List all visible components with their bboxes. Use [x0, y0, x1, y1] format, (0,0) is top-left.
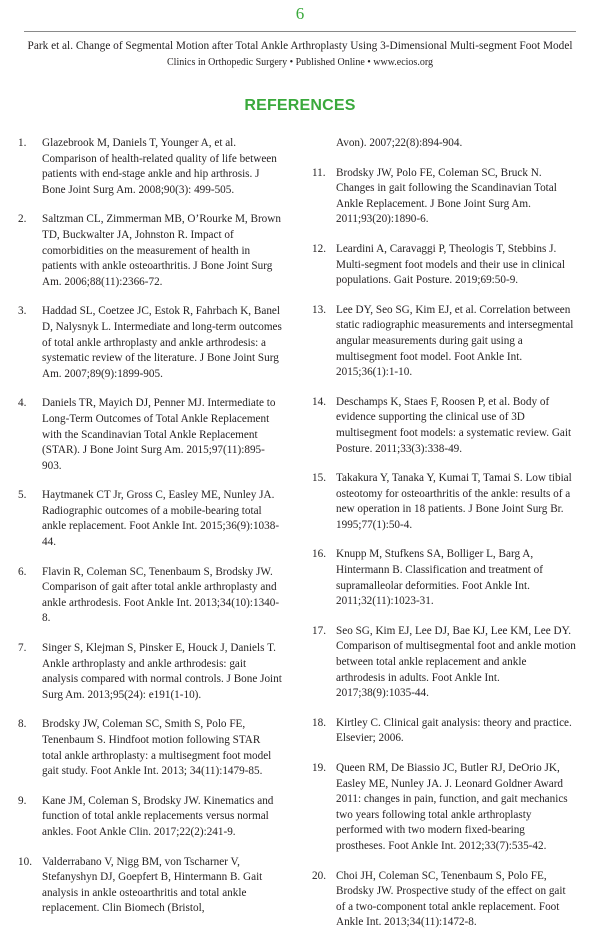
- reference-text: Glazebrook M, Daniels T, Younger A, et al. Comparison of health-related quality of life between patients with end-stage ankle and hip arthrosis. J Bone Joint Surg Am. 2008;90(3): 499-505.: [42, 137, 277, 196]
- reference-text: Knupp M, Stufkens SA, Bolliger L, Barg A, Hintermann B. Classification and treatment of supramalleolar deformities. Foot Ankle Int. 2011;32(11):1023-31.: [336, 548, 543, 608]
- references-heading: REFERENCES: [244, 97, 356, 114]
- reference-text: Lee DY, Seo SG, Kim EJ, et al. Correlation between static radiographic measurements and intersegmental angular measurements during gait using a multisegment foot model. Foot Ankle Int. 2015;36(1):1-10.: [336, 303, 574, 379]
- reference-item: [18, 565, 282, 627]
- reference-text: Choi JH, Coleman SC, Tenenbaum S, Polo FE, Brodsky JW. Prospective study of the effect on gait of a two-component total ankle replacement. Foot Ankle Int. 2013;34(11):1472-8.: [336, 869, 566, 929]
- reference-number: 11.: [312, 166, 326, 179]
- reference-item: [18, 488, 282, 550]
- reference-item: [312, 624, 576, 702]
- page-number: 6: [295, 4, 305, 23]
- references-column-left: [18, 136, 282, 931]
- reference-item: [312, 395, 576, 457]
- reference-item: [18, 136, 282, 198]
- reference-item: [18, 717, 282, 779]
- reference-text: Seo SG, Kim EJ, Lee DJ, Bae KJ, Lee KM, Lee DY. Comparison of multisegmental foot and ankle motion between total ankle replacement and ankle arthrodesis in adults. Foot Ankle Int. 2017;38(9):1035-44.: [336, 624, 576, 700]
- reference-text: Leardini A, Caravaggi P, Theologis T, Stebbins J. Multi-segment foot models and their use in clinical populations. Gait Posture. 2019;69:50-9.: [336, 242, 565, 287]
- reference-number: 13.: [312, 303, 326, 316]
- reference-number: 17.: [312, 624, 326, 637]
- reference-text: Flavin R, Coleman SC, Tenenbaum S, Brodsky JW. Comparison of gait after total ankle arthroplasty and ankle arthrodesis. Foot Ankle Int. 2013;34(10):1340-8.: [42, 565, 280, 625]
- reference-text: Haddad SL, Coetzee JC, Estok R, Fahrbach K, Banel D, Nalysnyk L. Intermediate and long-term outcomes of total ankle arthroplasty and ankle arthrodesis: a systematic review of the literature. J Bone Joint Surg Am. 2007;89(9):1899-905.: [42, 305, 282, 380]
- reference-text: Haytmanek CT Jr, Gross C, Easley ME, Nunley JA. Radiographic outcomes of a mobile-bearing total ankle replacement. Foot Ankle Int. 2015;36(9):1038-44.: [42, 489, 280, 549]
- reference-number: 14.: [312, 395, 326, 408]
- reference-number: 18.: [312, 716, 326, 729]
- reference-text: Queen RM, De Biassio JC, Butler RJ, DeOrio JK, Easley ME, Nunley JA. J. Leonard Goldner Award 2011: changes in pain, function, and gait mechanics two years following total ankle arthroplasty performed with two modern fixed-bearing prostheses. Foot Ankle Int. 2012;33(7):535-42.: [336, 762, 568, 852]
- reference-number: 7.: [18, 642, 27, 655]
- reference-number: 2.: [18, 213, 27, 226]
- references-column-right: [312, 136, 576, 945]
- reference-number: 8.: [18, 718, 27, 731]
- reference-number: 12.: [312, 242, 326, 255]
- reference-item: [312, 869, 576, 931]
- reference-item: [312, 761, 576, 855]
- reference-number: 19.: [312, 762, 326, 774]
- reference-number: 5.: [18, 489, 27, 502]
- running-subtitle: Clinics in Orthopedic Surgery • Published Online • www.ecios.org: [167, 57, 433, 68]
- reference-item: [18, 212, 282, 290]
- reference-text: Deschamps K, Staes F, Roosen P, et al. Body of evidence supporting the clinical use of 3D multisegment foot models: a systematic review. Gait Posture. 2011;33(3):338-49.: [336, 395, 572, 455]
- reference-item: [18, 855, 282, 917]
- reference-text: Kirtley C. Clinical gait analysis: theory and practice. Elsevier; 2006.: [336, 716, 572, 745]
- reference-text: Brodsky JW, Coleman SC, Smith S, Polo FE, Tenenbaum S. Hindfoot motion following STAR total ankle arthroplasty: a multisegment foot model gait study. Foot Ankle Int. 2013; 34(11):1479-85.: [42, 718, 272, 778]
- reference-text: Saltzman CL, Zimmerman MB, O’Rourke M, Brown TD, Buckwalter JA, Johnston R. Impact of comorbidities on the measurement of health in patients with ankle osteoarthritis. J Bone Joint Surg Am. 2006;88(11):2366-72.: [42, 213, 281, 288]
- reference-text: Brodsky JW, Polo FE, Coleman SC, Bruck N. Changes in gait following the Scandinavian Total Ankle Replacement. J Bone Joint Surg Am. 2011;93(20):1890-6.: [336, 166, 557, 226]
- reference-item: [312, 166, 576, 228]
- reference-number: 3.: [18, 305, 27, 318]
- reference-item: [312, 716, 576, 747]
- reference-text: Valderrabano V, Nigg BM, von Tscharner V, Stefanyshyn DJ, Goepfert B, Hintermann B. Gait analysis in ankle osteoarthritis and total ankle replacement. Clin Biomech (Bristol,: [42, 855, 263, 915]
- reference-item: [18, 641, 282, 703]
- reference-item: [18, 794, 282, 841]
- reference-item: [312, 242, 576, 289]
- reference-number: 10.: [18, 855, 32, 868]
- reference-number: 16.: [312, 548, 326, 561]
- reference-item: [18, 304, 282, 382]
- reference-number: 9.: [18, 794, 27, 807]
- reference-text: Kane JM, Coleman S, Brodsky JW. Kinematics and function of total ankle replacements versus normal ankles. Foot Ankle Clin. 2017;22(2):241-9.: [42, 794, 274, 838]
- reference-continuation: Avon). 2007;22(8):894-904.: [336, 137, 463, 149]
- reference-item: [312, 547, 576, 609]
- header-divider: [24, 31, 576, 32]
- reference-item: [18, 396, 282, 474]
- reference-item: [312, 303, 576, 381]
- reference-text: Takakura Y, Tanaka Y, Kumai T, Tamai S. Low tibial osteotomy for osteoarthritis of the ankle: results of a new operation in 18 patients. J Bone Joint Surg Br. 1995;77(1):50-4.: [336, 472, 572, 531]
- running-title: Park et al. Change of Segmental Motion after Total Ankle Arthroplasty Using 3-Dimensional Multi-segment Foot Model: [27, 40, 573, 52]
- reference-item: [312, 471, 576, 533]
- reference-number: 4.: [18, 397, 27, 410]
- reference-number: 1.: [18, 137, 27, 149]
- reference-text: Singer S, Klejman S, Pinsker E, Houck J, Daniels T. Ankle arthroplasty and ankle arthrodesis: gait analysis compared with normal controls. J Bone Joint Surg Am. 2013;95(24): e191(1-10).: [42, 642, 282, 701]
- reference-number: 15.: [312, 472, 326, 485]
- reference-number: 20.: [312, 869, 326, 882]
- reference-number: 6.: [18, 565, 27, 578]
- reference-text: Daniels TR, Mayich DJ, Penner MJ. Intermediate to Long-Term Outcomes of Total Ankle Replacement with the Scandinavian Total Ankle Replacement (STAR). J Bone Joint Surg Am. 2015;97(11):895-903.: [42, 397, 276, 472]
